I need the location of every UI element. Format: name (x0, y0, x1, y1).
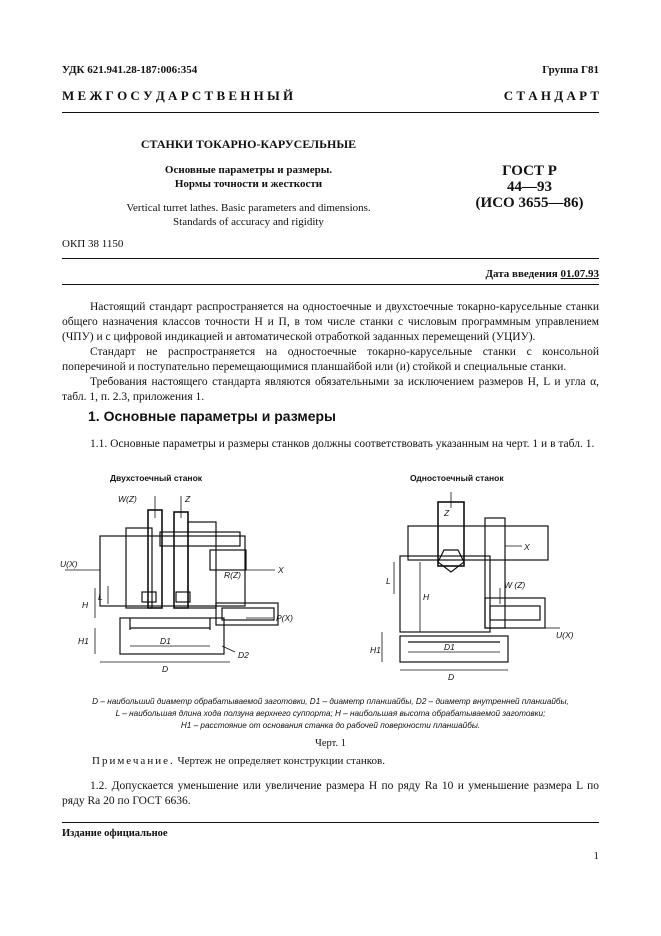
legend-line-3: H1 – расстояние от основания станка до рабочей поверхности планшайбы. (180, 721, 481, 730)
label-l: L (386, 576, 391, 586)
label-w: W (Z) (504, 580, 526, 590)
label-h1: H1 (78, 636, 89, 646)
gost-line-3: (ИСО 3655—86) (475, 195, 584, 211)
figure-label-two-column: Двухстоечный станок (110, 473, 203, 483)
edition-label: Издание официальное (62, 828, 168, 839)
figure-caption: Черт. 1 (315, 738, 346, 749)
paragraph-1-1 (62, 437, 599, 452)
ram-left (148, 510, 162, 608)
legend-line-2: L – наибольшая длина хода ползуна верхнего суппорта; H – наибольшая высота обрабатываемой заготовки; (115, 709, 546, 718)
legend-line-1: D – наибольший диаметр обрабатываемой заготовки, D1 – диаметр планшайбы, D2 – диаметр внутренней планшайбы, (92, 697, 569, 706)
paragraph-1-1-text: 1.1. Основные параметры и размеры станков должны соответствовать указанным на черт. 1 и в табл. 1. (90, 438, 595, 450)
label-d: D (448, 672, 455, 682)
label-x: X (524, 542, 530, 552)
label-z: Z (185, 494, 191, 504)
banner-word-1: М Е Ж Г О С У Д А Р С Т В Е Н Н Ы Й (62, 88, 294, 103)
intro-date (485, 268, 599, 280)
divider-date (62, 284, 599, 285)
section-heading: 1. Основные параметры и размеры (88, 408, 337, 424)
gost-number (460, 163, 599, 211)
side-head (485, 598, 545, 628)
label-l: L (98, 592, 103, 602)
label-x: X (278, 565, 284, 575)
group-code: Группа Г81 (542, 64, 599, 76)
label-z: Z (444, 508, 450, 518)
document-subtitle (62, 163, 435, 191)
intro-date-label: Дата введения (485, 268, 558, 280)
base (120, 618, 224, 654)
label-w: W(Z) (118, 494, 137, 504)
tool-left (142, 592, 156, 602)
label-p: P(X) (276, 613, 293, 623)
column (485, 518, 505, 628)
divider-okp (62, 258, 599, 259)
turret-head (438, 550, 464, 572)
drawing-two-column-lathe (60, 488, 310, 686)
paragraph-1-2 (62, 779, 599, 809)
label-d2: D2 (238, 650, 249, 660)
udk-code: УДК 621.941.28-187:006:354 (62, 64, 198, 76)
label-d1: D1 (160, 636, 171, 646)
label-u: U(X) (556, 630, 574, 640)
okp-code: ОКП 38 1150 (62, 238, 124, 250)
paragraph-scope: Настоящий стандарт распространяется на одностоечные и двухстоечные токарно-карусельные станки общего назначения классов точности Н и П, в том числе станки с числовым программным управлением (ЧПУ) и с цифровой индикацией и автоматической отработкой заданных перемещений (УЦИУ). (62, 301, 599, 343)
label-h1: H1 (370, 645, 381, 655)
figure-label-one-column: Одностоечный станок (410, 473, 504, 483)
label-h: H (423, 592, 430, 602)
paragraph-requirements: Требования настоящего стандарта являются обязательными за исключением размеров H, L и угла α, табл. 1, п. 2.3, приложения 1. (62, 376, 599, 403)
english-title (62, 201, 435, 229)
label-r: R(Z) (224, 570, 241, 580)
note-label: Примечание. (92, 755, 175, 767)
intro-paragraphs (62, 300, 599, 405)
banner-word-2: С Т А Н Д А Р Т (503, 88, 599, 103)
label-d: D (162, 664, 169, 674)
paragraph-1-2-text: 1.2. Допускается уменьшение или увеличение размера H по ряду Ra 10 и уменьшение размера L по ряду Ra 20 по ГОСТ 6636. (62, 780, 599, 807)
english-line-1: Vertical turret lathes. Basic parameters and dimensions. (126, 202, 371, 214)
label-h: H (82, 600, 89, 610)
column-right (188, 522, 216, 608)
standard-banner (62, 88, 599, 104)
intro-date-value: 01.07.93 (560, 268, 599, 280)
label-d1: D1 (444, 642, 455, 652)
page-number: 1 (593, 850, 599, 862)
side-head-upper (210, 550, 246, 570)
figure-legend (62, 696, 599, 732)
label-u: U(X) (60, 559, 78, 569)
divider-footer (62, 822, 599, 823)
gost-line-2: 44—93 (507, 179, 552, 195)
english-line-2: Standards of accuracy and rigidity (173, 216, 324, 228)
crossrail-top (160, 532, 240, 546)
side-head-inner (490, 606, 540, 620)
paragraph-exclusion: Стандарт не распространяется на одностоечные токарно-карусельные станки с консольной поперечиной и поступательно перемещающимися планшайбой или (и) стойкой и специальные станки. (62, 346, 599, 373)
gost-line-1: ГОСТ Р (502, 163, 557, 179)
divider-top (62, 112, 599, 113)
drawing-one-column-lathe (360, 488, 600, 686)
subtitle-line-2: Нормы точности и жесткости (174, 178, 323, 190)
subtitle-line-1: Основные параметры и размеры. (164, 164, 333, 176)
document-title: СТАНКИ ТОКАРНО-КАРУСЕЛЬНЫЕ (140, 137, 357, 151)
note (92, 755, 385, 767)
note-text: Чертеж не определяет конструкции станков. (177, 755, 385, 767)
